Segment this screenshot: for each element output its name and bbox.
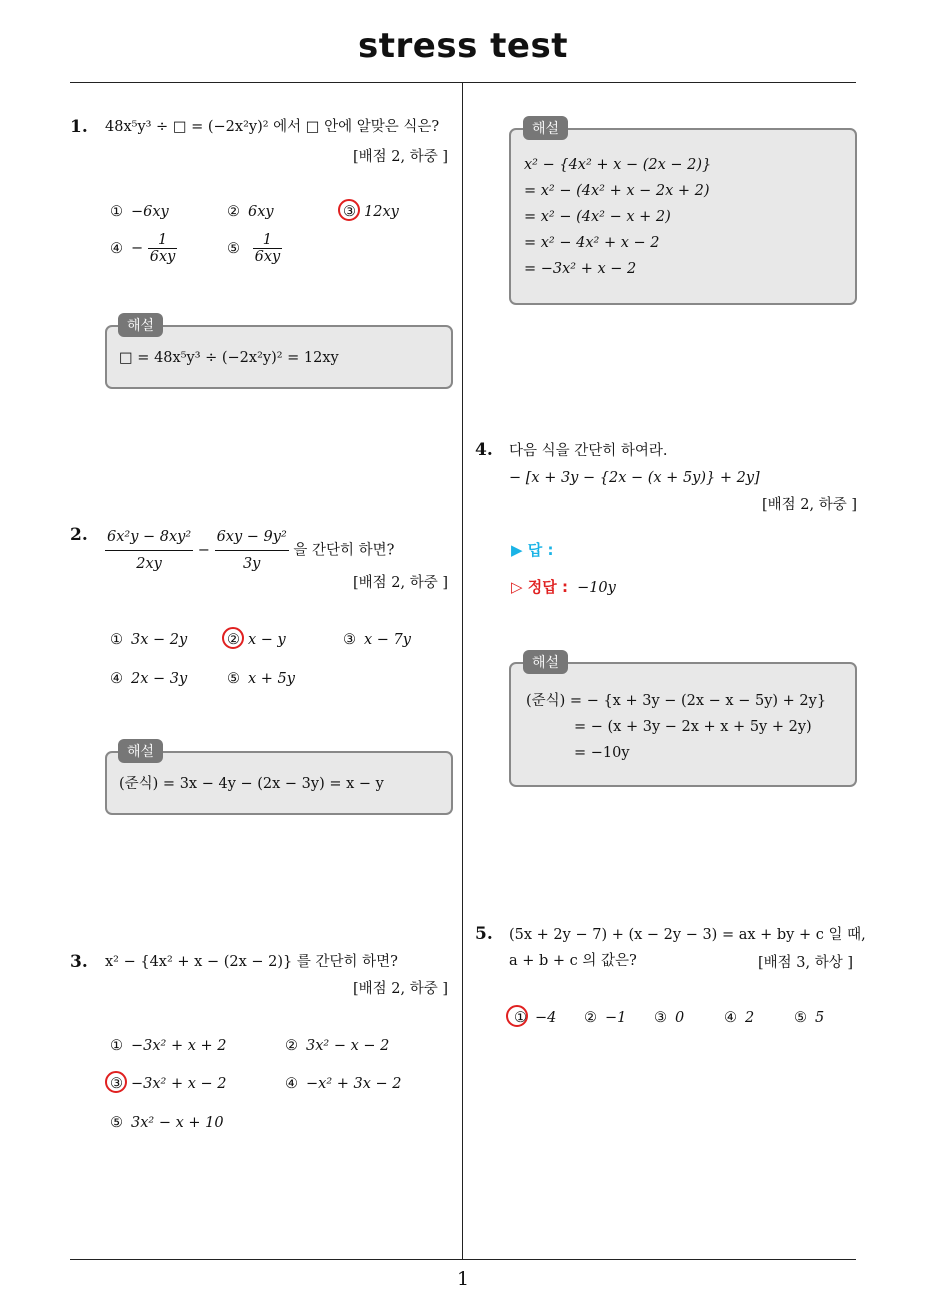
- choice-value: 3x − 2y: [131, 632, 188, 648]
- choice-value: 3x² − x + 10: [131, 1115, 224, 1131]
- solution-line: (준식) = 3x − 4y − (2x − 3y) = x − y: [119, 776, 384, 792]
- choice-number: ③: [343, 204, 356, 220]
- q5-choice-1[interactable]: [514, 1010, 556, 1026]
- choice-value: −x² + 3x − 2: [306, 1076, 402, 1092]
- q3-choice-5[interactable]: [110, 1115, 224, 1131]
- choice-number: ②: [285, 1038, 298, 1054]
- choice-number: ③: [343, 632, 356, 648]
- q1-choice-4[interactable]: [110, 232, 177, 265]
- q1-number: 1.: [70, 117, 88, 137]
- choice-number: ①: [110, 204, 123, 220]
- choice-value: −1: [605, 1010, 627, 1026]
- solution-line: = x² − (4x² − x + 2): [524, 209, 671, 225]
- q1-score: [배점 2, 하중 ]: [352, 149, 448, 165]
- choice-value: −3x² + x + 2: [131, 1038, 227, 1054]
- choice-value: −3x² + x − 2: [131, 1076, 227, 1092]
- q4-expression: − [x + 3y − {2x − (x + 5y)} + 2y]: [509, 470, 760, 486]
- choice-number: ⑤: [110, 1115, 123, 1131]
- choice-value: 3x² − x − 2: [306, 1038, 390, 1054]
- solution-line: = x² − 4x² + x − 2: [524, 235, 660, 251]
- choice-number: ④: [110, 671, 123, 687]
- q5-text-2: a + b + c 의 값은?: [509, 953, 637, 969]
- choice-number: ②: [584, 1010, 597, 1026]
- choice-value: x − 7y: [364, 632, 411, 648]
- choice-number: ①: [110, 1038, 123, 1054]
- q5-choice-2[interactable]: [584, 1010, 626, 1026]
- solution-line: (준식) = − {x + 3y − (2x − x − 5y) + 2y}: [526, 693, 827, 709]
- solution-line: x² − {4x² + x − (2x − 2)}: [524, 157, 712, 173]
- q3-text: x² − {4x² + x − (2x − 2)} 를 간단히 하면?: [105, 954, 398, 970]
- choice-number: ②: [227, 204, 240, 220]
- q4-score: [배점 2, 하중 ]: [761, 497, 857, 513]
- q3-number: 3.: [70, 952, 88, 972]
- solution-line: = − (x + 3y − 2x + x + 5y + 2y): [574, 719, 812, 735]
- page-number: 1: [456, 1268, 470, 1290]
- choice-value: 12xy: [364, 204, 399, 220]
- bottom-rule: [70, 1259, 856, 1260]
- choice-number: ④: [110, 240, 123, 257]
- q3-choice-4[interactable]: [285, 1076, 402, 1092]
- q4-solution-box: [509, 662, 857, 787]
- top-rule: [70, 82, 856, 83]
- q2-number: 2.: [70, 525, 88, 545]
- q4-answer-label: ▶ 답 :: [511, 541, 554, 559]
- q4-correct-answer: [511, 576, 616, 597]
- q3-choice-1[interactable]: [110, 1038, 227, 1054]
- solution-line: = −3x² + x − 2: [524, 261, 637, 277]
- q5-choice-5[interactable]: [794, 1010, 824, 1026]
- q2-solution-label: 해설: [118, 739, 163, 763]
- choice-value: −: [131, 240, 144, 257]
- choice-value: −4: [535, 1010, 557, 1026]
- q5-number: 5.: [475, 924, 493, 944]
- choice-number: ③: [654, 1010, 667, 1026]
- choice-number: ⑤: [794, 1010, 807, 1026]
- choice-value: x + 5y: [248, 671, 295, 687]
- choice-number: ⑤: [227, 240, 240, 257]
- choice-value: 2x − 3y: [131, 671, 188, 687]
- q1-text: 48x⁵y³ ÷ □ = (−2x²y)² 에서 □ 안에 알맞은 식은?: [105, 119, 440, 135]
- q2-choice-4[interactable]: [110, 671, 187, 687]
- q3-score: [배점 2, 하중 ]: [352, 981, 448, 997]
- q3-choice-3[interactable]: [110, 1076, 227, 1092]
- correct-value: −10y: [577, 580, 616, 596]
- choice-fraction: $\frac{1}{6xy}$: [149, 232, 176, 265]
- q5-choice-4[interactable]: [724, 1010, 754, 1026]
- q1-choice-1[interactable]: [110, 204, 169, 220]
- choice-value: −6xy: [131, 204, 169, 220]
- q2-fraction-1: $\frac{\text{6x²y − 8xy²}}{2xy}$: [105, 524, 193, 577]
- choice-number: ④: [285, 1076, 298, 1092]
- q1-choice-2[interactable]: [227, 204, 274, 220]
- q5-text: (5x + 2y − 7) + (x − 2y − 3) = ax + by + c 일 때,: [509, 927, 866, 943]
- choice-value: 6xy: [248, 204, 274, 220]
- choice-number: ②: [227, 632, 240, 648]
- q2-fraction-2: $\frac{\text{6xy − 9y²}}{3y}$: [215, 524, 289, 577]
- q2-text: $\frac{\text{6x²y − 8xy²}}{2xy}$ − $\frac{\text{6xy − 9y²}}{3y}$ 을 간단히 하면?: [105, 524, 394, 577]
- q4-text: 다음 식을 간단히 하여라.: [509, 443, 668, 459]
- q2-choice-2[interactable]: [227, 632, 286, 648]
- q4-number: 4.: [475, 440, 493, 460]
- q2-choice-1[interactable]: [110, 632, 187, 648]
- choice-value: 0: [675, 1010, 685, 1026]
- q4-solution-label: 해설: [523, 650, 568, 674]
- q2-score: [배점 2, 하중 ]: [352, 575, 448, 591]
- q2-choice-5[interactable]: [227, 671, 295, 687]
- page-title: stress test: [358, 26, 568, 66]
- q3-choice-2[interactable]: [285, 1038, 389, 1054]
- correct-label: ▷ 정답 :: [511, 578, 568, 596]
- choice-number: ①: [110, 632, 123, 648]
- q3-solution-box: [509, 128, 857, 305]
- choice-value: x − y: [248, 632, 286, 648]
- solution-line: = −10y: [574, 745, 630, 761]
- q1-choice-5[interactable]: [227, 232, 282, 265]
- column-divider: [462, 83, 463, 1259]
- choice-fraction: $\frac{1}{6xy}$: [254, 232, 281, 265]
- solution-line: □ = 48x⁵y³ ÷ (−2x²y)² = 12xy: [119, 350, 339, 366]
- solution-line: = x² − (4x² + x − 2x + 2): [524, 183, 710, 199]
- choice-value: 5: [815, 1010, 825, 1026]
- q1-solution-label: 해설: [118, 313, 163, 337]
- q2-choice-3[interactable]: [343, 632, 411, 648]
- choice-number: ⑤: [227, 671, 240, 687]
- choice-number: ③: [110, 1076, 123, 1092]
- choice-value: 2: [745, 1010, 755, 1026]
- q3-solution-label: 해설: [523, 116, 568, 140]
- q1-choice-3[interactable]: [343, 204, 399, 220]
- choice-number: ④: [724, 1010, 737, 1026]
- q5-choice-3[interactable]: [654, 1010, 684, 1026]
- q5-score: [배점 3, 하상 ]: [757, 955, 853, 971]
- choice-number: ①: [514, 1010, 527, 1026]
